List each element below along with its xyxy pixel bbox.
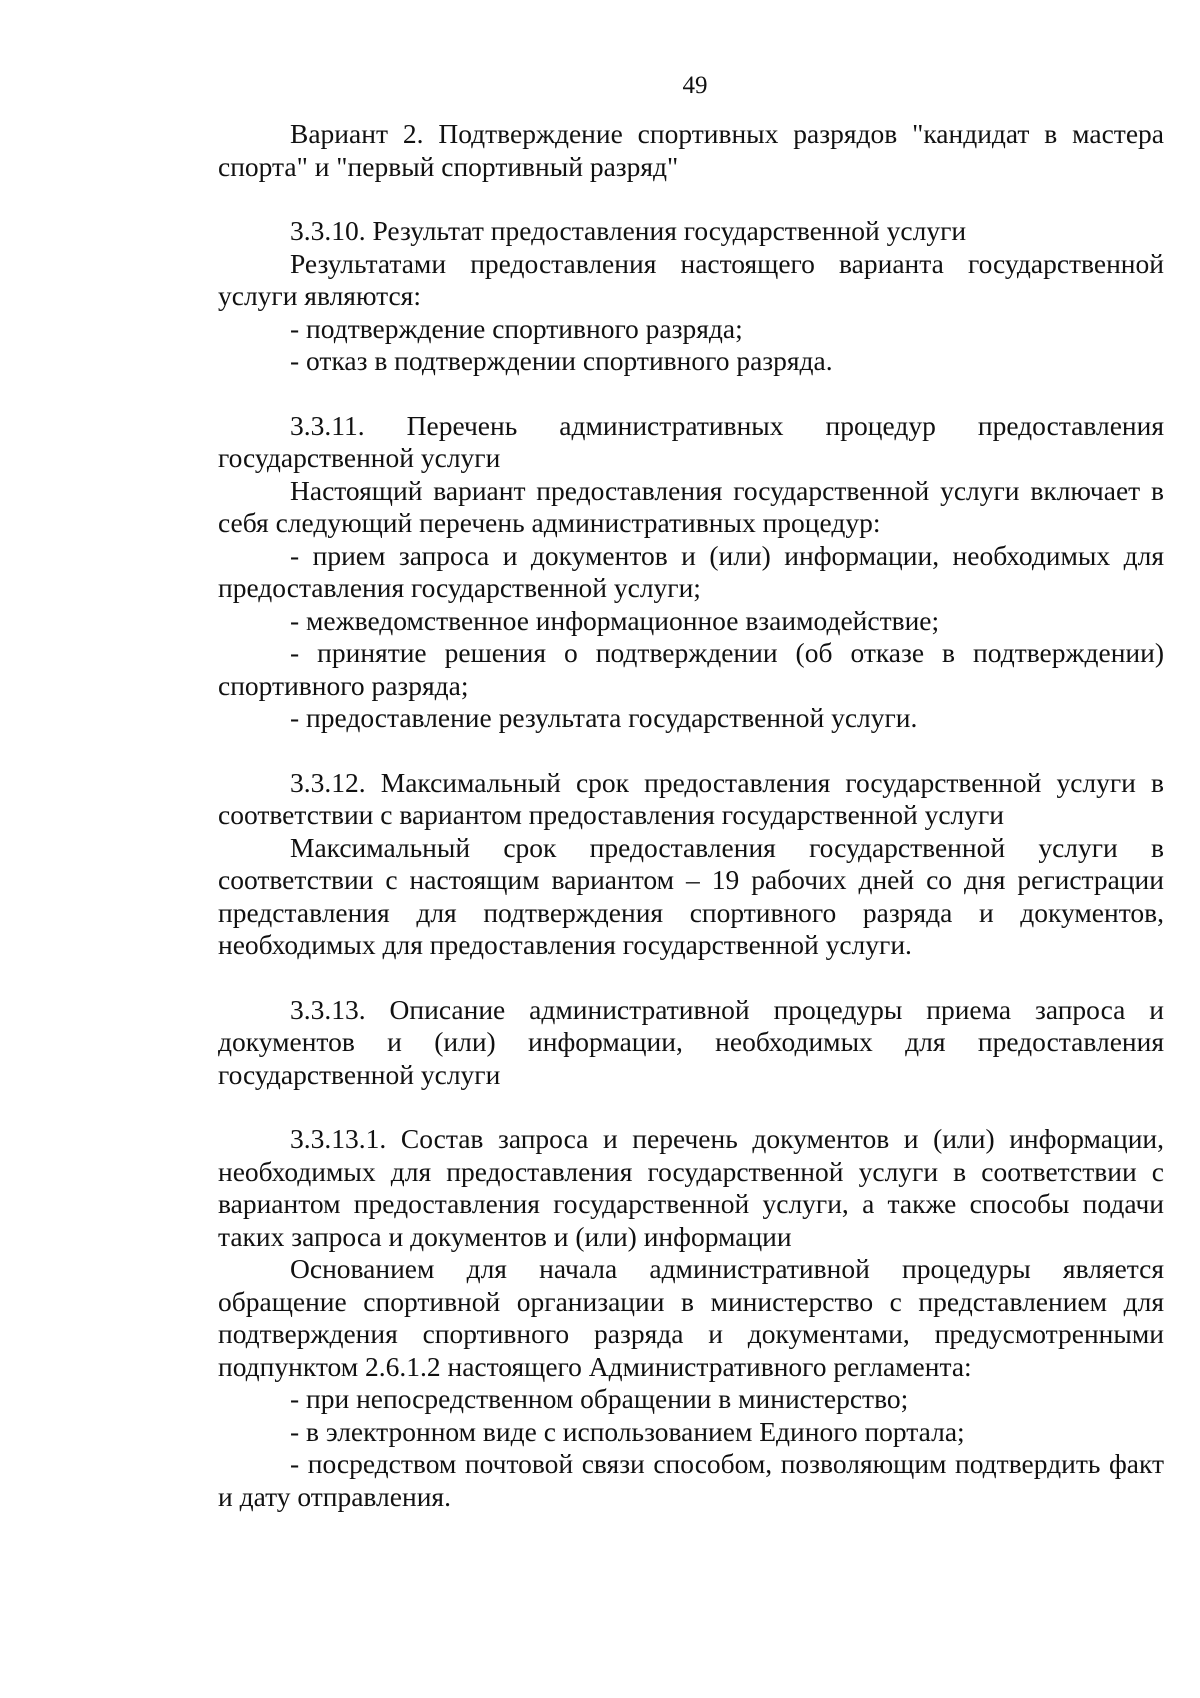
list-item: - в электронном виде с использованием Единого портала; bbox=[290, 1415, 965, 1447]
paragraph: Максимальный срок предоставления государственной услуги в соответствии с настоящим вариантом – 19 рабочих дней со дня регистрации представления для подтверждения спортивного разряда и документов, необходимых для предоставления государственной услуги. bbox=[218, 831, 1164, 960]
list-item: - межведомственное информационное взаимодействие; bbox=[290, 604, 940, 636]
paragraph: Результатами предоставления настоящего варианта государственной услуги являются: bbox=[218, 247, 1164, 311]
list-item: - принятие решения о подтверждении (об отказе в подтверждении) спортивного разряда; bbox=[218, 637, 1164, 701]
list-item: - посредством почтовой связи способом, позволяющим подтвердить факт и дату отправления. bbox=[218, 1448, 1164, 1512]
list-item: - прием запроса и документов и (или) информации, необходимых для предоставления государственной услуги; bbox=[218, 539, 1164, 603]
paragraph-gap bbox=[218, 378, 1164, 410]
section-heading-3-3-13: 3.3.13. Описание административной процедуры приема запроса и документов и (или) информации, необходимых для предоставления государственной услуги bbox=[218, 993, 1164, 1090]
document-body bbox=[218, 118, 1164, 1513]
list-item: - предоставление результата государственной услуги. bbox=[290, 702, 918, 733]
section-heading-3-3-11: 3.3.11. Перечень административных процедур предоставления государственной услуги bbox=[218, 409, 1164, 473]
list-item: - подтверждение спортивного разряда; bbox=[290, 312, 743, 344]
paragraph-gap bbox=[218, 183, 1164, 215]
section-heading-variant-2: Вариант 2. Подтверждение спортивных разрядов "кандидат в мастера спорта" и "первый спортивный разряд" bbox=[218, 118, 1164, 182]
page-number: 49 bbox=[682, 72, 708, 99]
list-item: - при непосредственном обращении в министерство; bbox=[290, 1383, 909, 1414]
section-heading-3-3-10: 3.3.10. Результат предоставления государственной услуги bbox=[290, 215, 967, 246]
paragraph-gap bbox=[218, 735, 1164, 767]
list-item: - отказ в подтверждении спортивного разряда. bbox=[290, 345, 833, 376]
paragraph-gap bbox=[218, 1091, 1164, 1123]
section-heading-3-3-13-1: 3.3.13.1. Состав запроса и перечень документов и (или) информации, необходимых для предоставления государственной услуги в соответствии с вариантом предоставления государственной услуги, а также способы подачи таких запроса и документов и (или) информации bbox=[218, 1123, 1164, 1252]
paragraph-gap bbox=[218, 962, 1164, 994]
paragraph: Основанием для начала административной процедуры является обращение спортивной организации в министерство с представлением для подтверждения спортивного разряда и документами, предусмотренными подпунктом 2.6.1.2 настоящего Административного регламента: bbox=[218, 1253, 1164, 1382]
section-heading-3-3-12: 3.3.12. Максимальный срок предоставления государственной услуги в соответствии с вариантом предоставления государственной услуги bbox=[218, 766, 1164, 830]
paragraph: Настоящий вариант предоставления государственной услуги включает в себя следующий перечень административных процедур: bbox=[218, 474, 1164, 538]
